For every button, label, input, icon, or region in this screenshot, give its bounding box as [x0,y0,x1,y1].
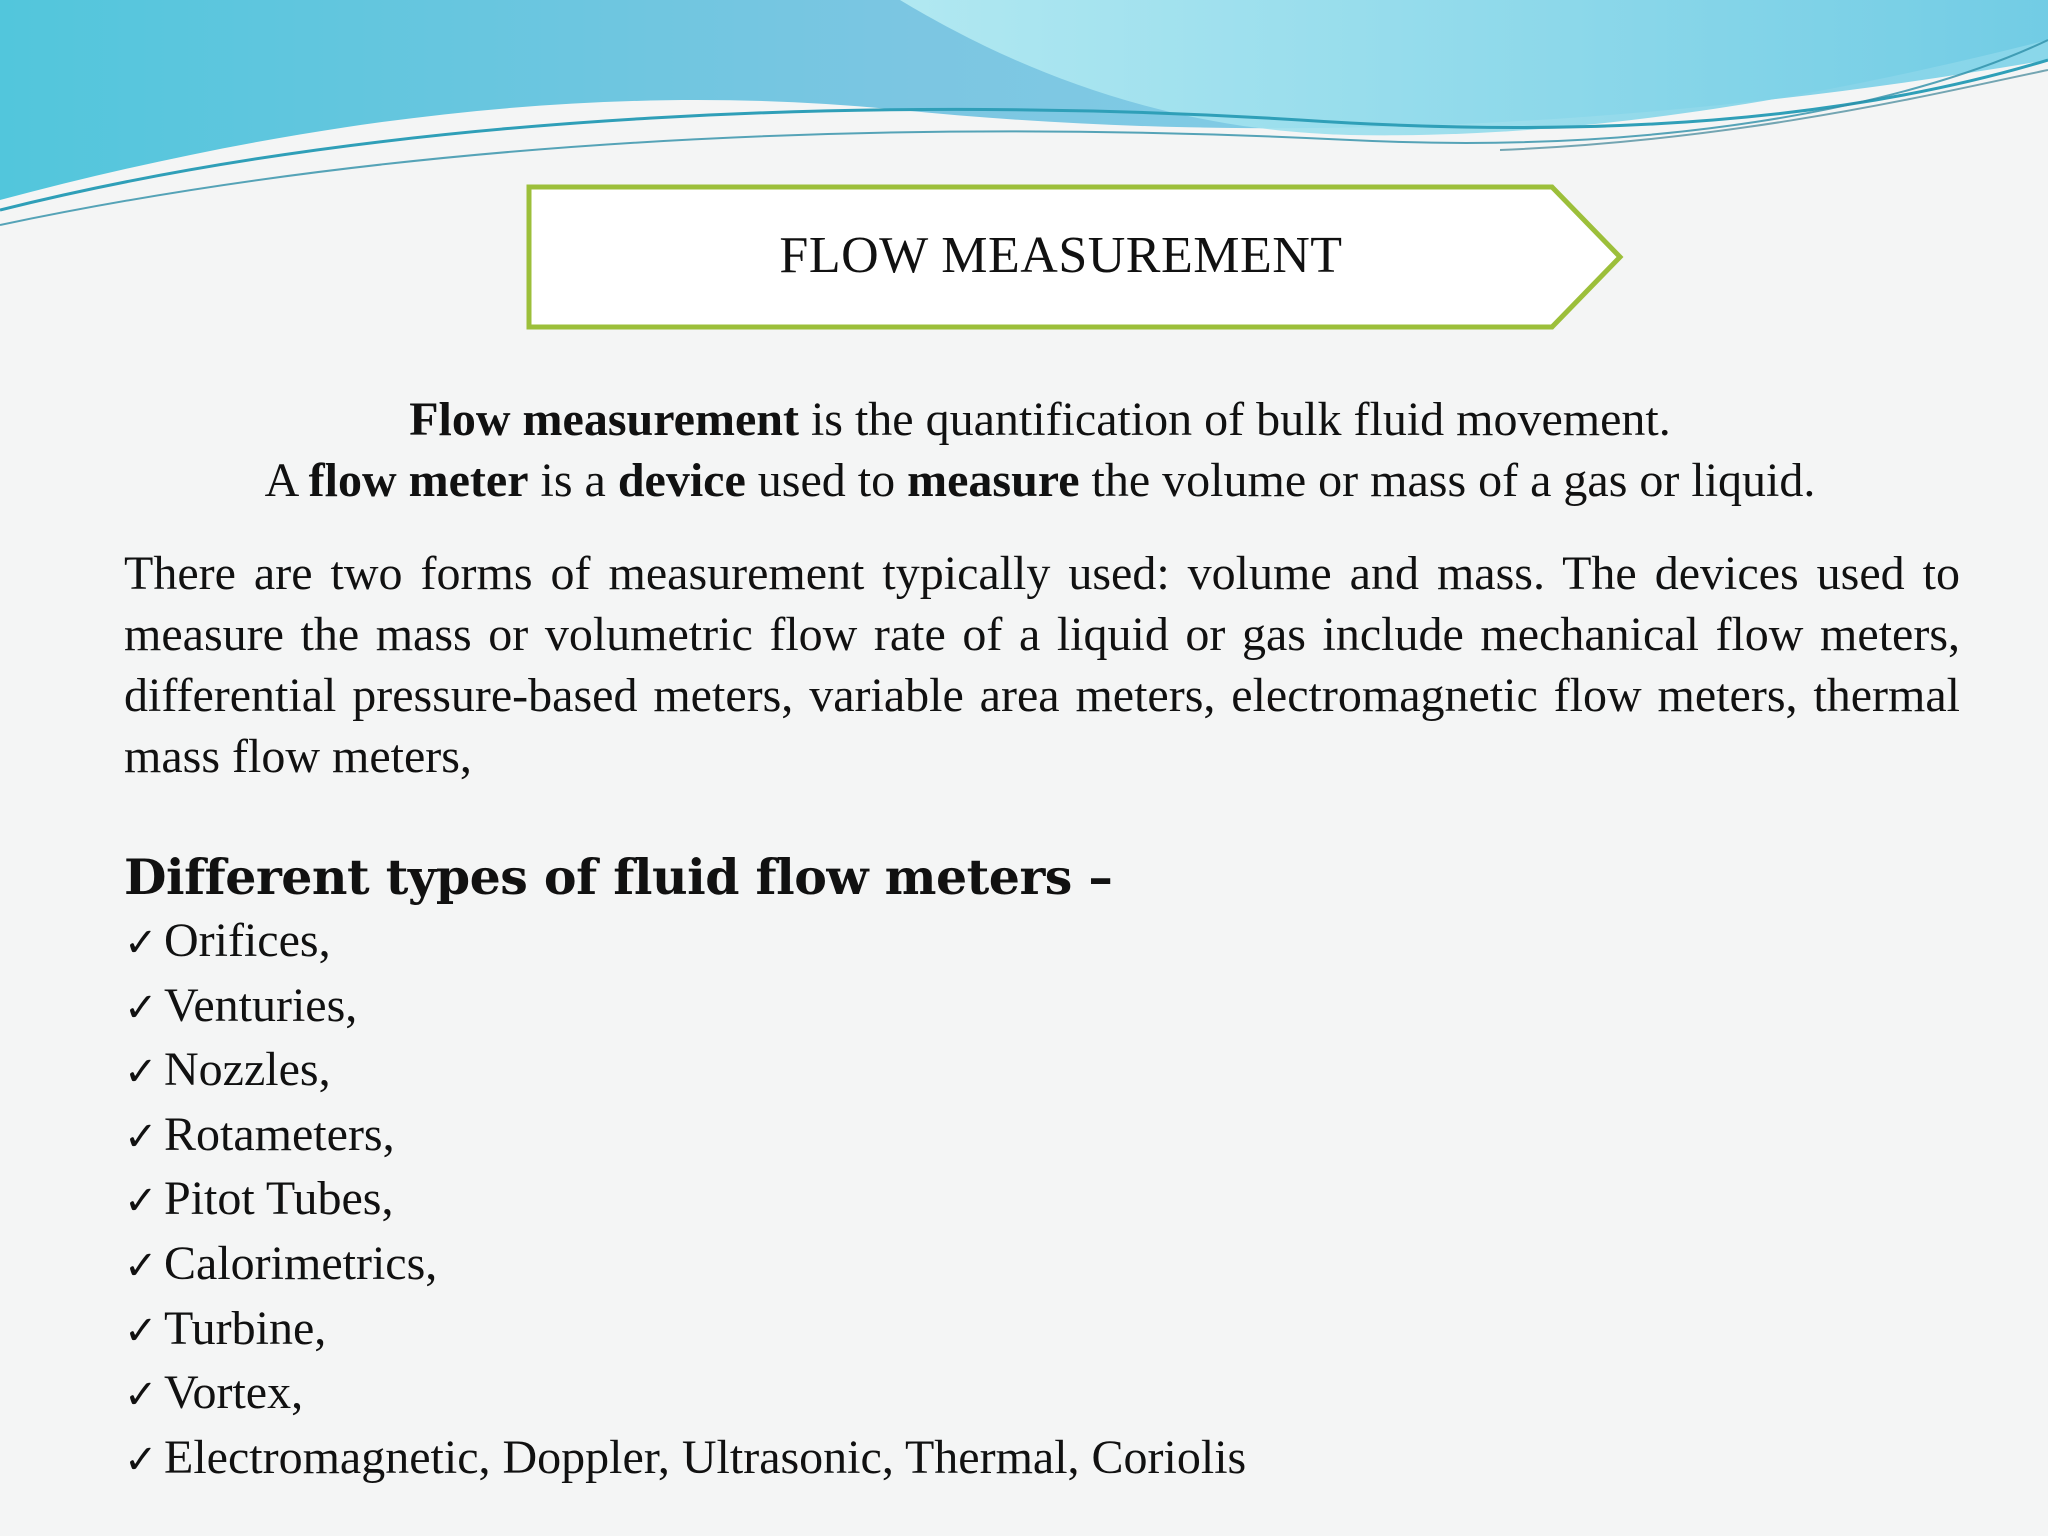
list-item [124,1298,1246,1363]
intro-line-2 [150,451,1930,511]
intro2-bold-1: flow meter [308,454,529,507]
checkmark-icon: ✓ [124,1113,158,1160]
list-item [124,1168,1246,1233]
list-heading: Different types of fluid flow meters – [124,848,1113,906]
body-paragraph: There are two forms of measurement typically used: volume and mass. The devices used to measure the mass or volumetric flow rate of a liquid or gas include mechanical flow meters, differential pressure-based meters, variable area meters, electromagnetic flow meters, thermal mass flow meters, [124,547,1960,783]
intro2-part-4: the volume or mass of a gas or liquid. [1079,454,1816,507]
list-item [124,1362,1246,1427]
checkmark-icon: ✓ [124,920,158,966]
intro-bold-term: Flow measurement [409,393,799,446]
list-item [124,910,1246,975]
list-item [124,1104,1246,1169]
checkmark-icon: ✓ [124,1436,158,1483]
list-item-text: Turbine, [164,1301,327,1355]
checkmark-icon: ✓ [124,1242,158,1289]
list-item [124,1427,1246,1492]
checkmark-icon: ✓ [124,1178,158,1225]
slide-title: FLOW MEASUREMENT [779,226,1343,284]
list-item-text: Orifices, [164,914,331,967]
checkmark-icon: ✓ [124,1307,158,1354]
intro-line-1 [150,390,1930,450]
checkmark-icon: ✓ [124,1372,158,1419]
list-item-text: Pitot Tubes, [164,1172,394,1226]
list-item [124,1039,1246,1104]
checkmark-icon: ✓ [124,1049,158,1096]
intro2-part-3: used to [745,454,908,507]
intro2-part-2: is a [528,454,618,507]
intro-text: is the quantification of bulk fluid movement. [798,393,1671,446]
intro2-part-1: A [264,454,309,507]
list-item-text: Venturies, [164,978,358,1032]
list-item-text: Vortex, [164,1366,304,1420]
list-item-text: Rotameters, [164,1107,395,1161]
list-item-text: Electromagnetic, Doppler, Ultrasonic, Thermal, Coriolis [164,1430,1247,1484]
list-item-text: Calorimetrics, [164,1236,438,1290]
flow-meter-list [124,910,1246,1491]
list-item [124,1233,1246,1298]
intro2-bold-3: measure [907,454,1080,507]
intro2-bold-2: device [617,454,746,507]
list-item-text: Nozzles, [164,1043,331,1097]
list-item [124,975,1246,1040]
checkmark-icon: ✓ [124,984,158,1031]
